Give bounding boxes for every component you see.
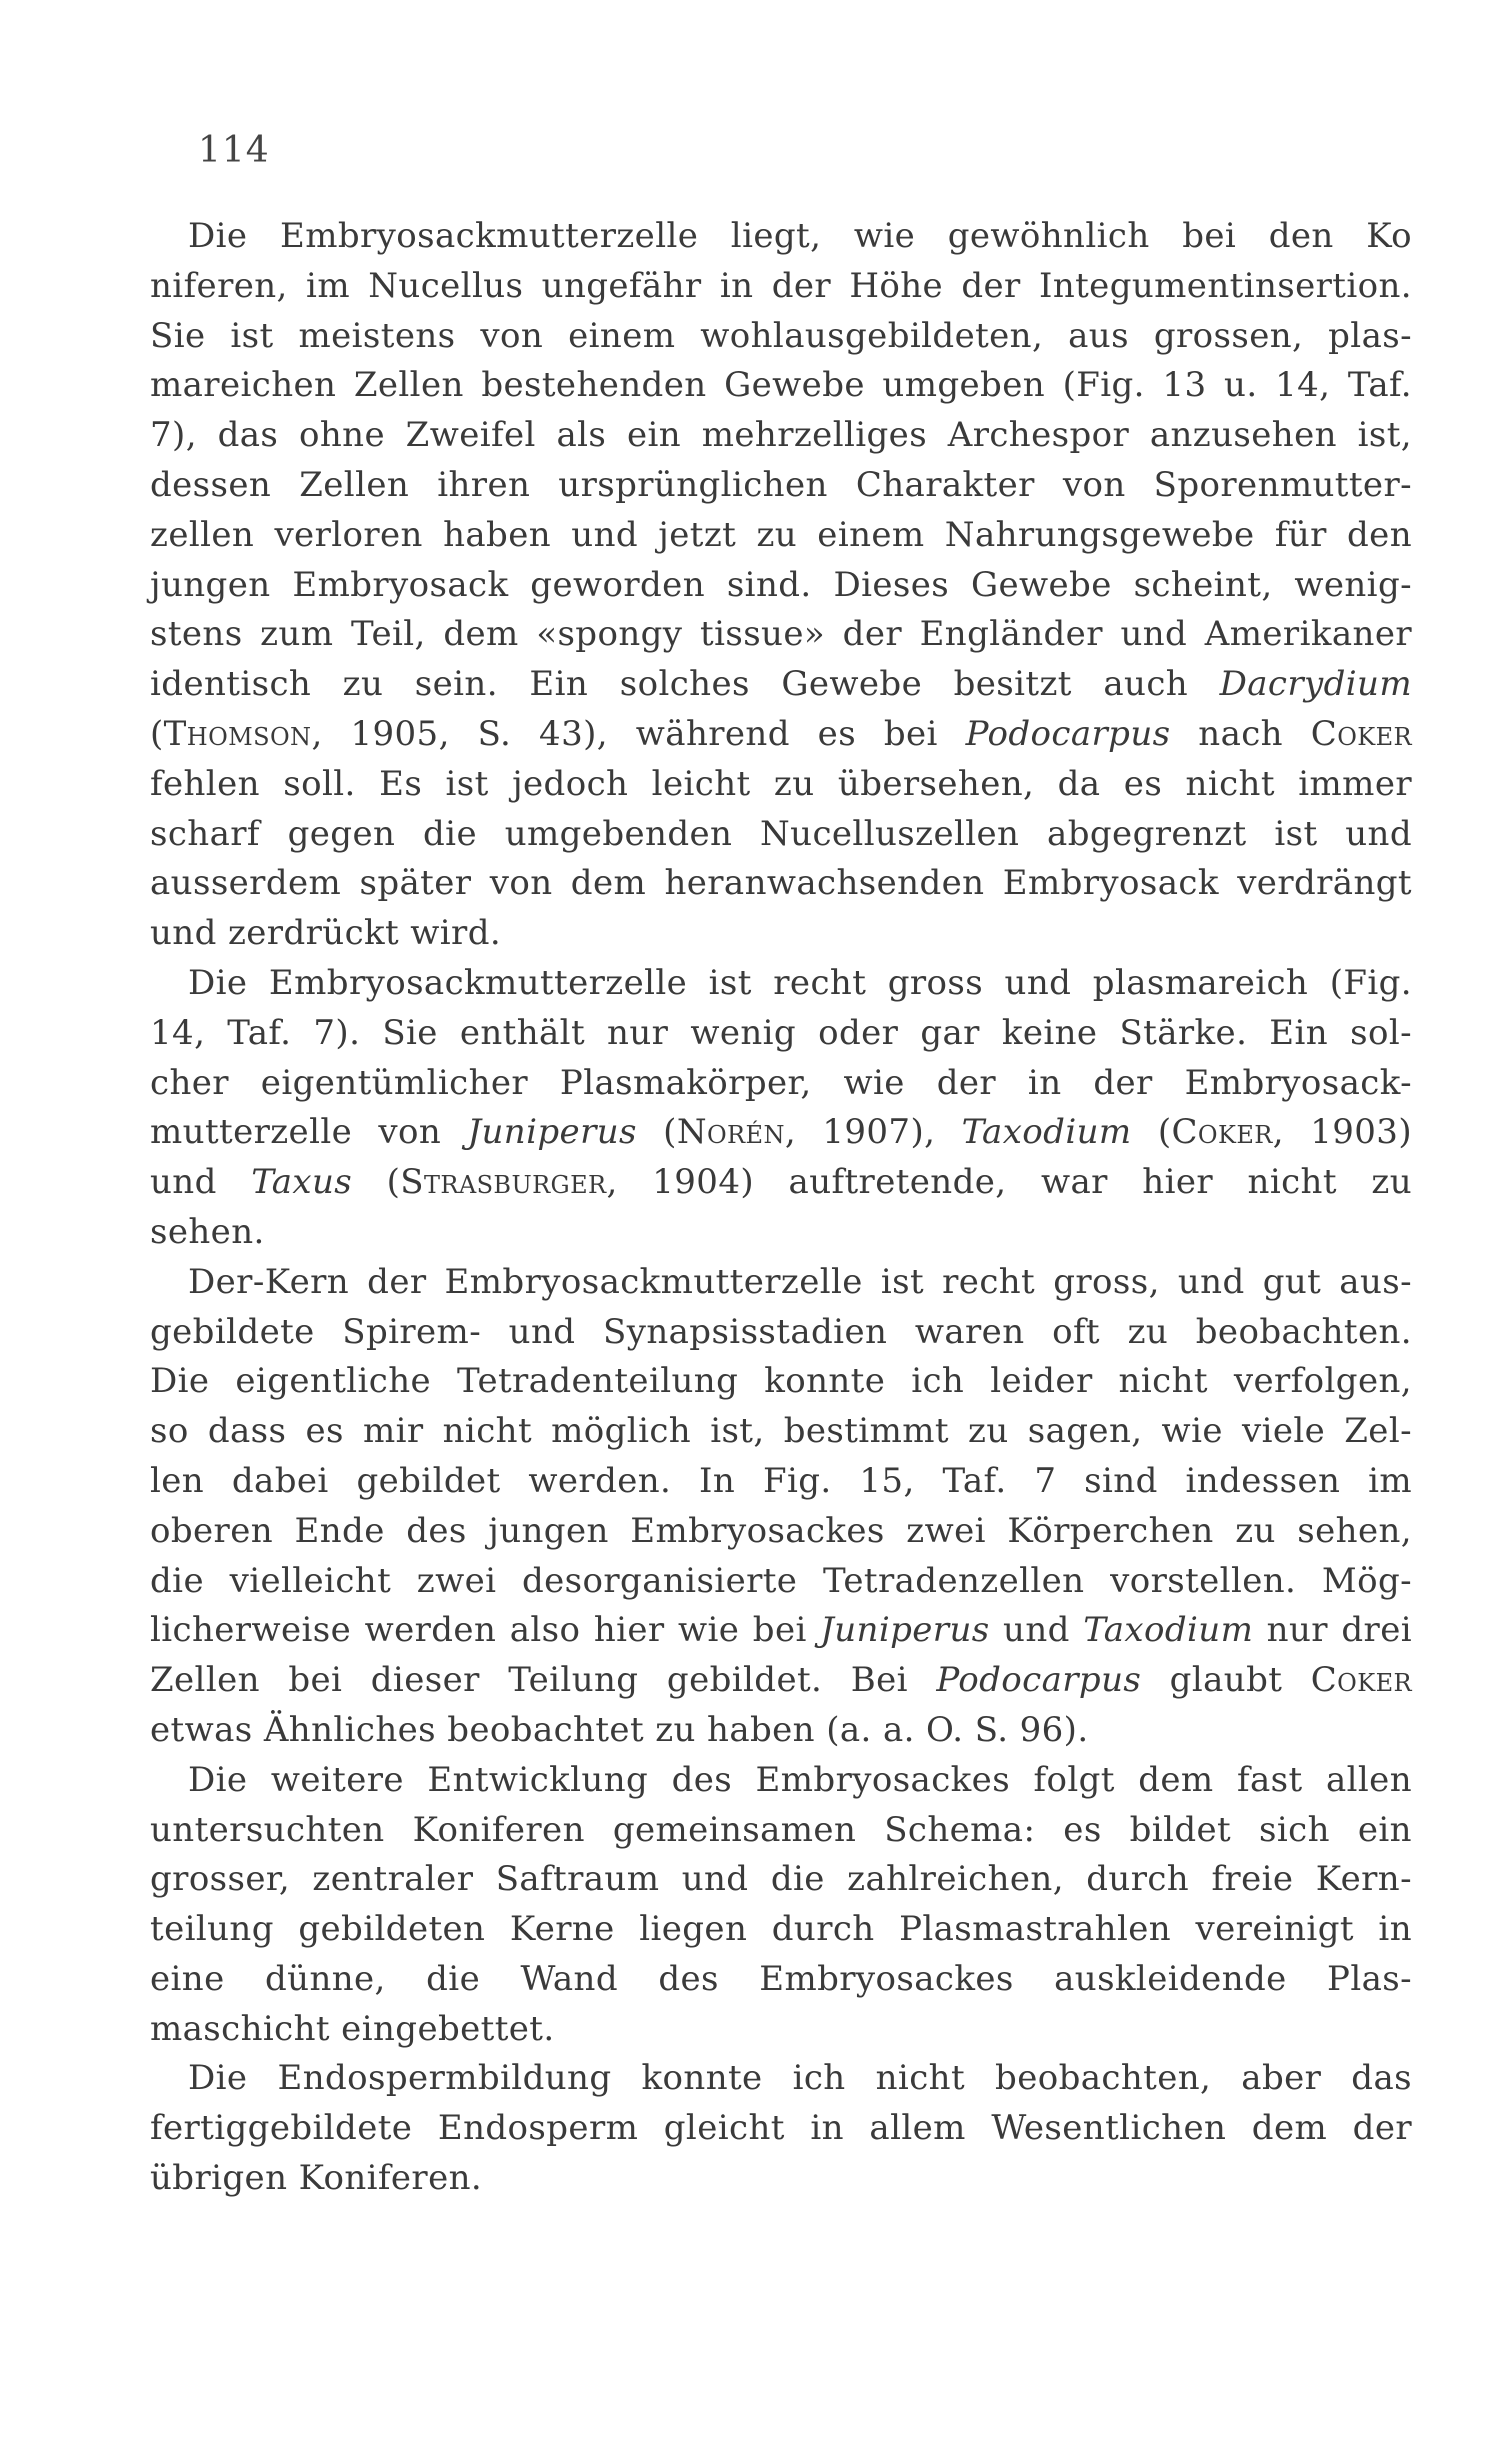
taxon-name: Taxus [251, 1162, 353, 1203]
text-line: Der-Kern der Embryosackmutterzelle ist recht gross, und gut aus- [188, 1261, 1412, 1302]
paragraph [150, 1756, 1412, 2055]
text-line: niferen, im Nucellus ungefähr in der Höhe der Integumentinsertion. [150, 265, 1412, 306]
text-line: ausserdem später von dem heranwachsenden Embryosack verdrängt [150, 863, 1412, 904]
paragraph [150, 2054, 1412, 2203]
text-line: eine dünne, die Wand des Embryosackes auskleidende Plas- [150, 1958, 1412, 1999]
text-line: und zerdrückt wird. [150, 913, 502, 954]
taxon-name: Taxodium [1083, 1610, 1254, 1651]
paragraph [150, 1258, 1412, 1756]
page-number: 114 [198, 130, 270, 171]
text-line: gebildete Spirem- und Synapsisstadien waren oft zu beobachten. [150, 1311, 1412, 1352]
text-line: übrigen Koniferen. [150, 2158, 483, 2199]
author-name: Thomson [163, 713, 312, 754]
body-text [150, 212, 1412, 2204]
taxon-name: Taxodium [961, 1112, 1132, 1153]
text-line: fertiggebildete Endosperm gleicht in allem Wesentlichen dem der [150, 2108, 1412, 2149]
taxon-name: Juniperus [467, 1112, 637, 1153]
taxon-name: Juniperus [820, 1610, 990, 1651]
text-line: teilung gebildeten Kerne liegen durch Plasmastrahlen vereinigt in [150, 1909, 1412, 1950]
paragraph [150, 212, 1412, 959]
author-name: Norén [676, 1112, 785, 1153]
text-line: Die Embryosackmutterzelle ist recht gross und plasmareich (Fig. [188, 962, 1412, 1003]
text-line: fehlen soll. Es ist jedoch leicht zu übersehen, da es nicht immer [150, 763, 1412, 804]
text-line: Zellen bei dieser Teilung gebildet. Bei Podocarpus glaubt Coker [150, 1660, 1412, 1701]
text-line: Die Embryosackmutterzelle liegt, wie gewöhnlich bei den Ko [188, 216, 1412, 256]
text-line: oberen Ende des jungen Embryosackes zwei Körperchen zu sehen, [150, 1510, 1412, 1551]
text-line: 7), das ohne Zweifel als ein mehrzelliges Archespor anzusehen ist, [150, 415, 1412, 456]
text-line: Sie ist meistens von einem wohlausgebildeten, aus grossen, plas- [150, 315, 1412, 356]
text-line: Die Endospermbildung konnte ich nicht beobachten, aber das [188, 2058, 1412, 2099]
text-line: sehen. [150, 1211, 265, 1252]
text-line: so dass es mir nicht möglich ist, bestimmt zu sagen, wie viele Zel- [150, 1411, 1412, 1452]
author-name: Coker [1310, 713, 1412, 754]
text-line: zellen verloren haben und jetzt zu einem Nahrungsgewebe für den [150, 514, 1412, 555]
text-line: mutterzelle von Juniperus (Norén, 1907), Taxodium (Coker, 1903) [150, 1112, 1412, 1153]
text-line: grosser, zentraler Saftraum und die zahlreichen, durch freie Kern- [150, 1859, 1412, 1900]
paragraph [150, 959, 1412, 1258]
text-line: (Thomson, 1905, S. 43), während es bei Podocarpus nach Coker [150, 713, 1412, 754]
text-line: licherweise werden also hier wie bei Juniperus und Taxodium nur drei [150, 1610, 1412, 1651]
text-line: untersuchten Koniferen gemeinsamen Schema: es bildet sich ein [150, 1809, 1412, 1850]
text-line: len dabei gebildet werden. In Fig. 15, Taf. 7 sind indessen im [150, 1460, 1412, 1501]
text-line: 14, Taf. 7). Sie enthält nur wenig oder gar keine Stärke. Ein sol- [150, 1012, 1412, 1053]
text-line: jungen Embryosack geworden sind. Dieses Gewebe scheint, wenig- [150, 564, 1412, 605]
taxon-name: Dacrydium [1219, 664, 1412, 705]
text-line: und Taxus (Strasburger, 1904) auftretende, war hier nicht zu [150, 1162, 1413, 1203]
text-line: cher eigentümlicher Plasmakörper, wie der in der Embryosack- [150, 1062, 1412, 1103]
text-line: scharf gegen die umgebenden Nucelluszellen abgegrenzt ist und [150, 813, 1412, 854]
text-line: maschicht eingebettet. [150, 2008, 555, 2049]
taxon-name: Podocarpus [936, 1660, 1142, 1701]
text-line: die vielleicht zwei desorganisierte Tetradenzellen vorstellen. Mög- [150, 1560, 1412, 1601]
text-line: mareichen Zellen bestehenden Gewebe umgeben (Fig. 13 u. 14, Taf. [150, 365, 1412, 406]
author-name: Coker [1310, 1660, 1412, 1701]
text-line: etwas Ähnliches beobachtet zu haben (a. a. O. S. 96). [150, 1709, 1089, 1750]
taxon-name: Podocarpus [965, 713, 1171, 754]
author-name: Strasburger [400, 1162, 607, 1203]
text-line: stens zum Teil, dem «spongy tissue» der Engländer und Amerikaner [150, 614, 1412, 655]
text-line: Die weitere Entwicklung des Embryosackes folgt dem fast allen [188, 1759, 1412, 1800]
text-line: dessen Zellen ihren ursprünglichen Charakter von Sporenmutter- [150, 464, 1412, 505]
author-name: Coker [1171, 1112, 1273, 1153]
text-line: identisch zu sein. Ein solches Gewebe besitzt auch Dacrydium [150, 664, 1412, 705]
text-line: Die eigentliche Tetradenteilung konnte ich leider nicht verfolgen, [150, 1361, 1412, 1402]
